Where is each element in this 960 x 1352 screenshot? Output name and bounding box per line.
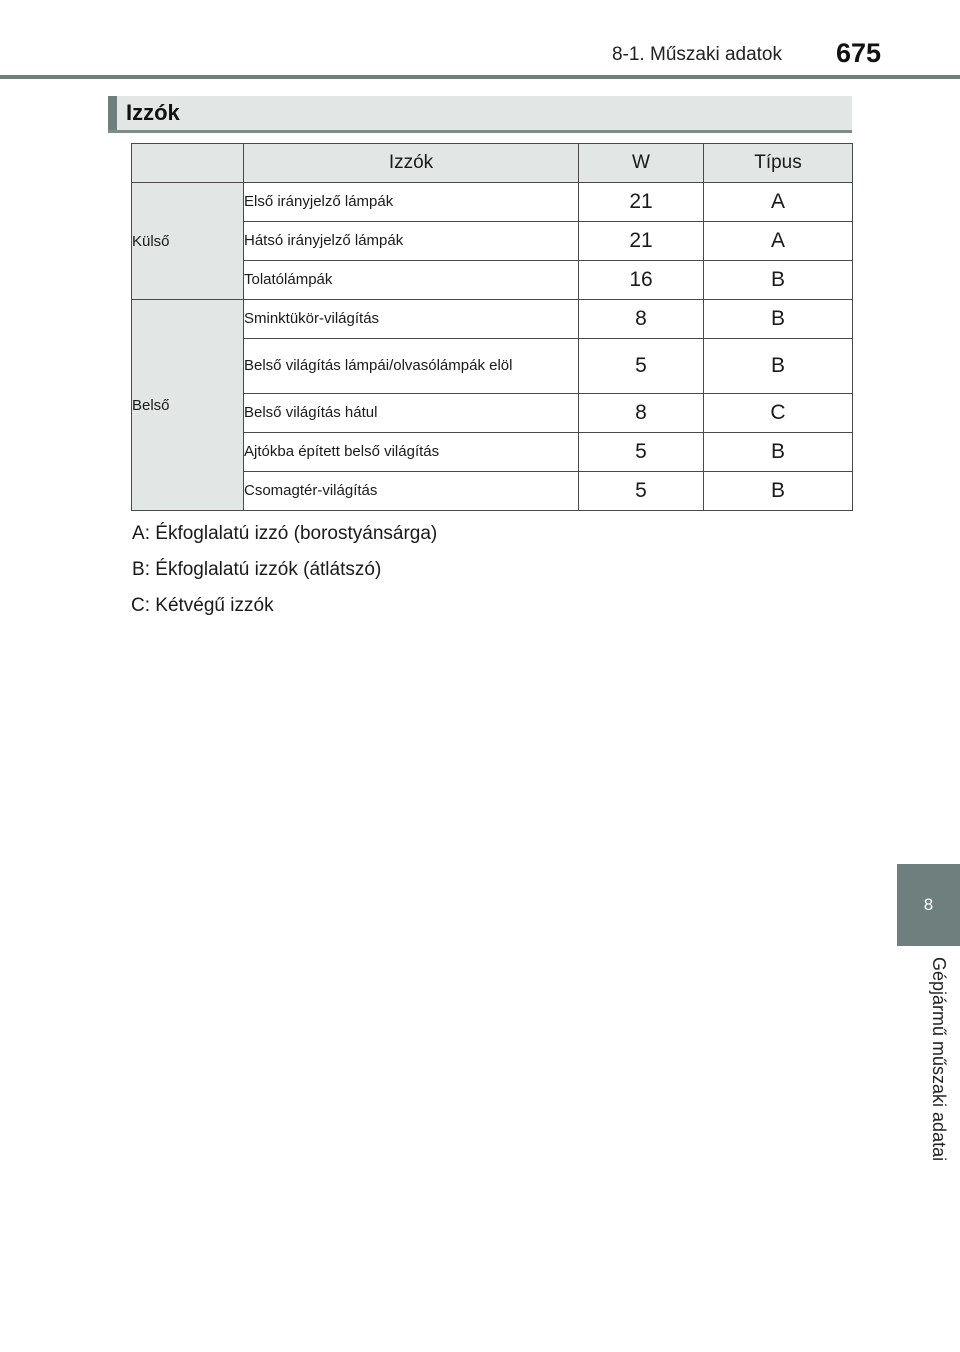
- bulb-name: Csomagtér-világítás: [244, 472, 579, 511]
- legend-item: [126, 558, 437, 594]
- legend-item: [126, 594, 437, 630]
- chapter-tab: [897, 864, 960, 946]
- chapter-number: 8: [923, 895, 934, 914]
- legend-text: Ékfoglalatú izzó (borostyánsárga): [155, 523, 438, 544]
- bulb-type: B: [704, 472, 853, 511]
- bulb-type: B: [704, 300, 853, 339]
- type-legend: [126, 522, 437, 630]
- heading-accent-bar: [108, 96, 117, 130]
- bulb-name: Belső világítás lámpái/olvasólámpák elöl: [244, 339, 579, 394]
- column-header: W: [579, 144, 704, 183]
- column-header: [132, 144, 244, 183]
- section-title: Izzók: [126, 100, 180, 125]
- legend-text: Ékfoglalatú izzók (átlátszó): [155, 559, 382, 580]
- legend-key: B:: [132, 559, 150, 580]
- bulb-watt: 8: [579, 300, 704, 339]
- table-header-row: [132, 144, 853, 183]
- bulb-watt: 21: [579, 222, 704, 261]
- page-number: 675: [836, 38, 882, 68]
- legend-key: C:: [131, 595, 150, 616]
- bulb-watt: 16: [579, 261, 704, 300]
- bulb-type: B: [704, 339, 853, 394]
- bulb-type: B: [704, 433, 853, 472]
- section-heading: [108, 96, 852, 133]
- bulb-type: A: [704, 183, 853, 222]
- bulb-watt: 21: [579, 183, 704, 222]
- table-row: [132, 300, 853, 339]
- chapter-title: Gépjármű műszaki adatai: [929, 957, 949, 1162]
- table-row: [132, 183, 853, 222]
- legend-item: [126, 522, 437, 558]
- header-section-title: 8-1. Műszaki adatok: [611, 44, 782, 65]
- group-label: Külső: [132, 183, 244, 300]
- bulb-name: Első irányjelző lámpák: [244, 183, 579, 222]
- group-label: Belső: [132, 300, 244, 511]
- header-divider: [0, 75, 960, 79]
- bulb-watt: 5: [579, 472, 704, 511]
- bulb-type: C: [704, 394, 853, 433]
- bulb-type: B: [704, 261, 853, 300]
- bulb-watt: 5: [579, 433, 704, 472]
- legend-text: Kétvégű izzók: [155, 595, 274, 616]
- column-header: Típus: [704, 144, 853, 183]
- legend-key: A:: [132, 523, 150, 544]
- bulb-name: Belső világítás hátul: [244, 394, 579, 433]
- bulb-name: Hátsó irányjelző lámpák: [244, 222, 579, 261]
- bulb-name: Sminktükör-világítás: [244, 300, 579, 339]
- column-header: Izzók: [244, 144, 579, 183]
- bulb-type: A: [704, 222, 853, 261]
- bulb-table: [131, 143, 853, 511]
- bulb-watt: 5: [579, 339, 704, 394]
- bulb-name: Tolatólámpák: [244, 261, 579, 300]
- bulb-watt: 8: [579, 394, 704, 433]
- bulb-name: Ajtókba épített belső világítás: [244, 433, 579, 472]
